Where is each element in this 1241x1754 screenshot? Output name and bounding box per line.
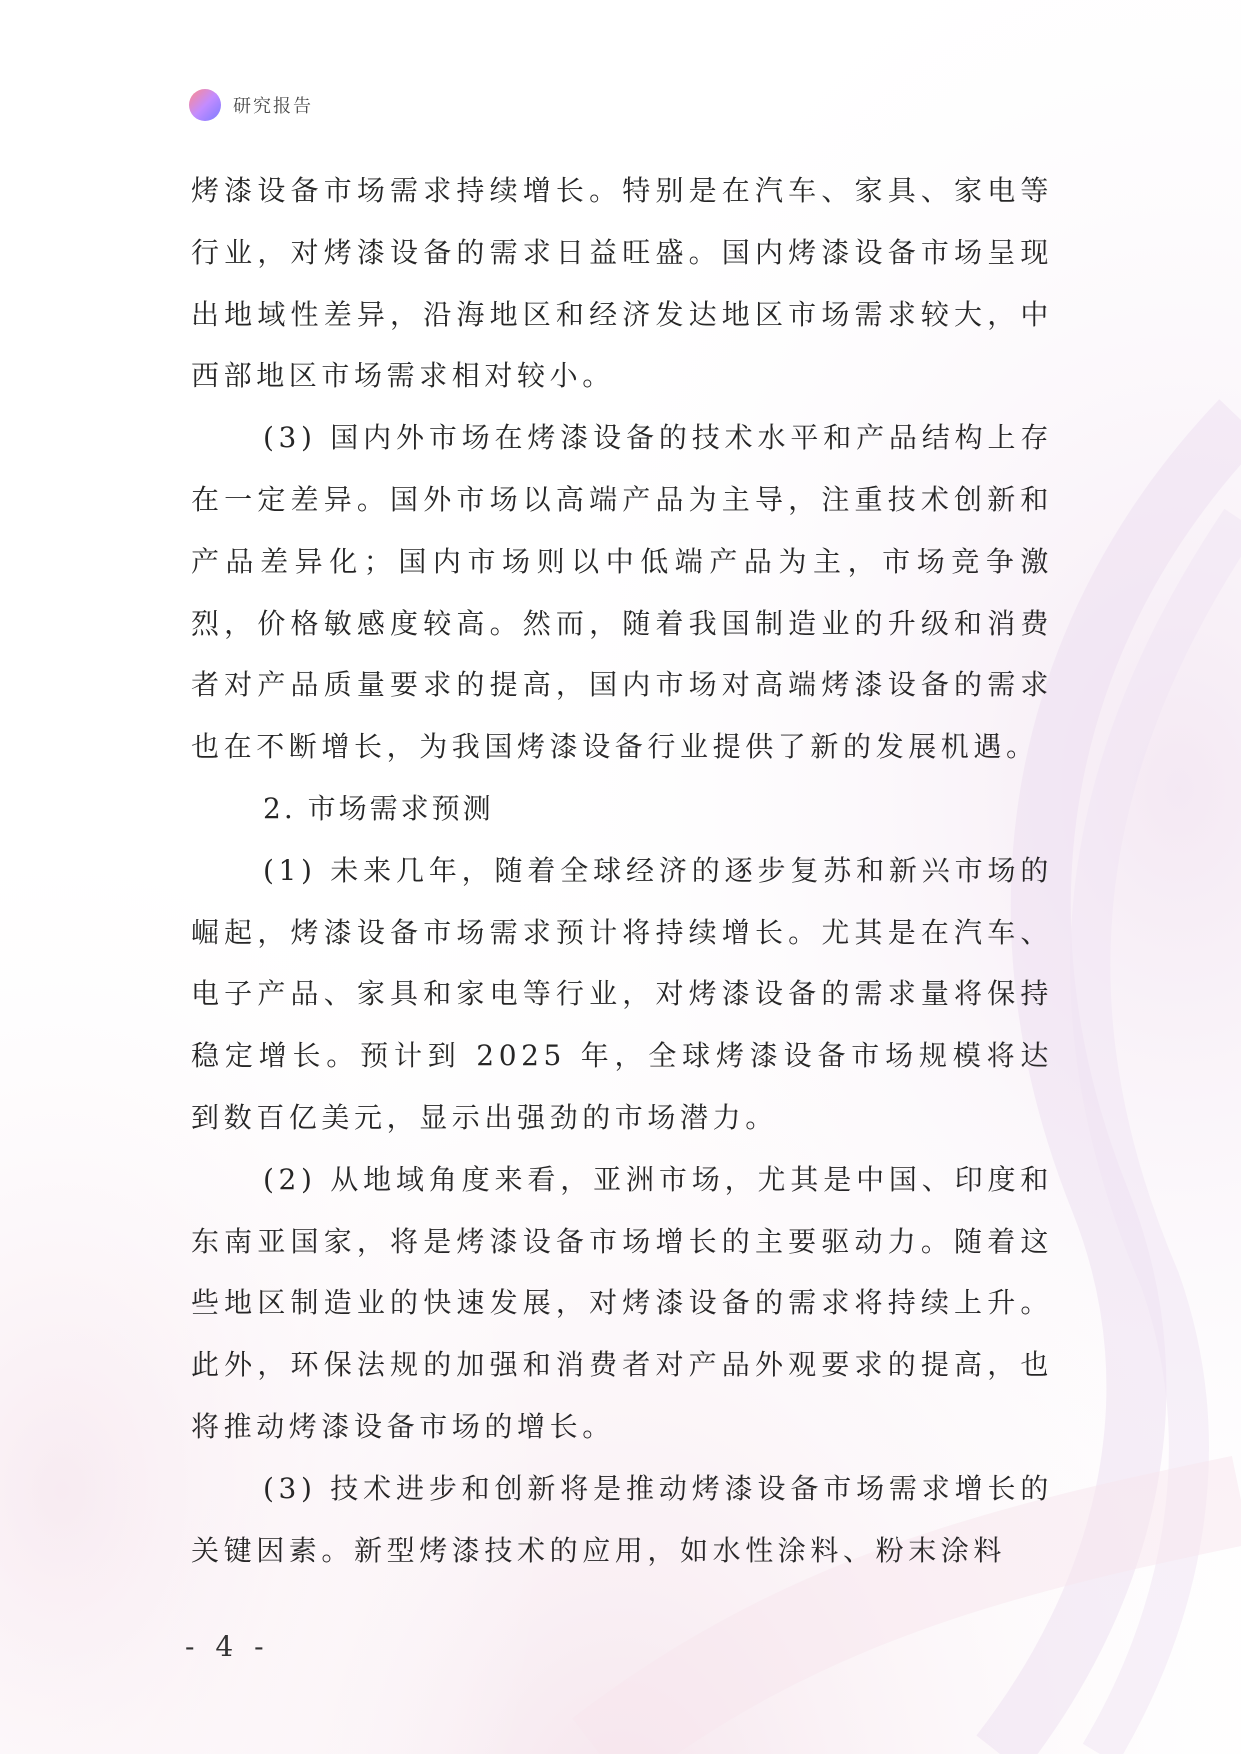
page-number: - 4 - — [185, 1630, 270, 1663]
logo-circle-icon — [189, 89, 221, 121]
paragraph-item-3-market-difference: (3) 国内外市场在烤漆设备的技术水平和产品结构上存在一定差异。国外市场以高端产品为主导，注重技术创新和产品差异化；国内市场则以中低端产品为主，市场竞争激烈，价格敏感度较高。然而，随着我国制造业的升级和消费者对产品质量要求的提高，国内市场对高端烤漆设备的需求也在不断增长，为我国烤漆设备行业提供了新的发展机遇。 — [191, 421, 1053, 764]
paragraph-item-2-regional: (2) 从地域角度来看，亚洲市场，尤其是中国、印度和东南亚国家，将是烤漆设备市场增长的主要驱动力。随着这些地区制造业的快速发展，对烤漆设备的需求将持续上升。此外，环保法规的加强和消费者对产品外观要求的提高，也将推动烤漆设备市场的增长。 — [191, 1162, 1053, 1443]
header-title: 研究报告 — [233, 96, 313, 117]
body-text — [191, 160, 1053, 1581]
paragraph-continuation: 烤漆设备市场需求持续增长。特别是在汽车、家具、家电等行业，对烤漆设备的需求日益旺盛。国内烤漆设备市场呈现出地域性差异，沿海地区和经济发达地区市场需求较大，中西部地区市场需求相对较小。 — [191, 174, 1053, 393]
paragraph-item-3-technology: (3) 技术进步和创新将是推动烤漆设备市场需求增长的关键因素。新型烤漆技术的应用，如水性涂料、粉末涂料 — [191, 1471, 1053, 1567]
paragraph-item-1-forecast: (1) 未来几年，随着全球经济的逐步复苏和新兴市场的崛起，烤漆设备市场需求预计将持续增长。尤其是在汽车、电子产品、家具和家电等行业，对烤漆设备的需求量将保持稳定增长。预计到 2025 年，全球烤漆设备市场规模将达到数百亿美元，显示出强劲的市场潜力。 — [191, 853, 1053, 1134]
section-heading-demand-forecast: 2. 市场需求预测 — [263, 791, 494, 825]
report-header — [189, 88, 313, 122]
